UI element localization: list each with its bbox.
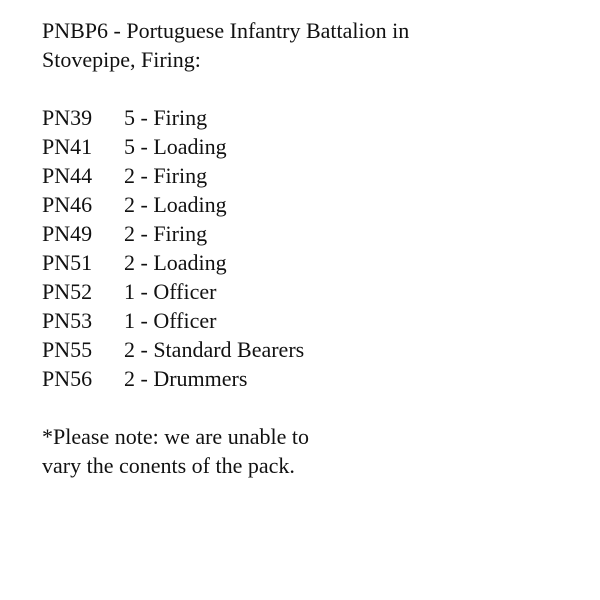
item-code: PN55 bbox=[42, 337, 93, 362]
item-description: 2 - Firing bbox=[124, 221, 208, 246]
item-description: 2 - Firing bbox=[124, 163, 208, 188]
pack-contents-list bbox=[42, 103, 582, 393]
item-code: PN44 bbox=[42, 163, 93, 188]
item-code: PN46 bbox=[42, 192, 93, 217]
item-description: 1 - Officer bbox=[124, 279, 217, 304]
item-description: 5 - Firing bbox=[124, 105, 208, 130]
item-description: 2 - Loading bbox=[124, 250, 227, 275]
pack-note-line-2: vary the conents of the pack. bbox=[42, 453, 295, 478]
item-code: PN39 bbox=[42, 105, 93, 130]
pack-title-line-2: Stovepipe, Firing: bbox=[42, 47, 201, 72]
item-description: 2 - Standard Bearers bbox=[124, 337, 305, 362]
item-code: PN41 bbox=[42, 134, 93, 159]
item-code: PN51 bbox=[42, 250, 93, 275]
pack-title bbox=[42, 16, 582, 74]
item-code: PN53 bbox=[42, 308, 93, 333]
list-item bbox=[42, 277, 582, 306]
pack-note bbox=[42, 422, 582, 480]
product-description bbox=[42, 16, 582, 480]
item-description: 1 - Officer bbox=[124, 308, 217, 333]
pack-note-line-1: *Please note: we are unable to bbox=[42, 424, 309, 449]
item-code: PN56 bbox=[42, 366, 93, 391]
list-item bbox=[42, 306, 582, 335]
list-item bbox=[42, 161, 582, 190]
list-item bbox=[42, 103, 582, 132]
list-item bbox=[42, 132, 582, 161]
item-description: 2 - Drummers bbox=[124, 366, 248, 391]
list-item bbox=[42, 190, 582, 219]
list-item bbox=[42, 248, 582, 277]
list-item bbox=[42, 364, 582, 393]
item-code: PN49 bbox=[42, 221, 93, 246]
pack-title-line-1: PNBP6 - Portuguese Infantry Battalion in bbox=[42, 18, 410, 43]
item-description: 5 - Loading bbox=[124, 134, 227, 159]
list-item bbox=[42, 219, 582, 248]
item-code: PN52 bbox=[42, 279, 93, 304]
list-item bbox=[42, 335, 582, 364]
item-description: 2 - Loading bbox=[124, 192, 227, 217]
